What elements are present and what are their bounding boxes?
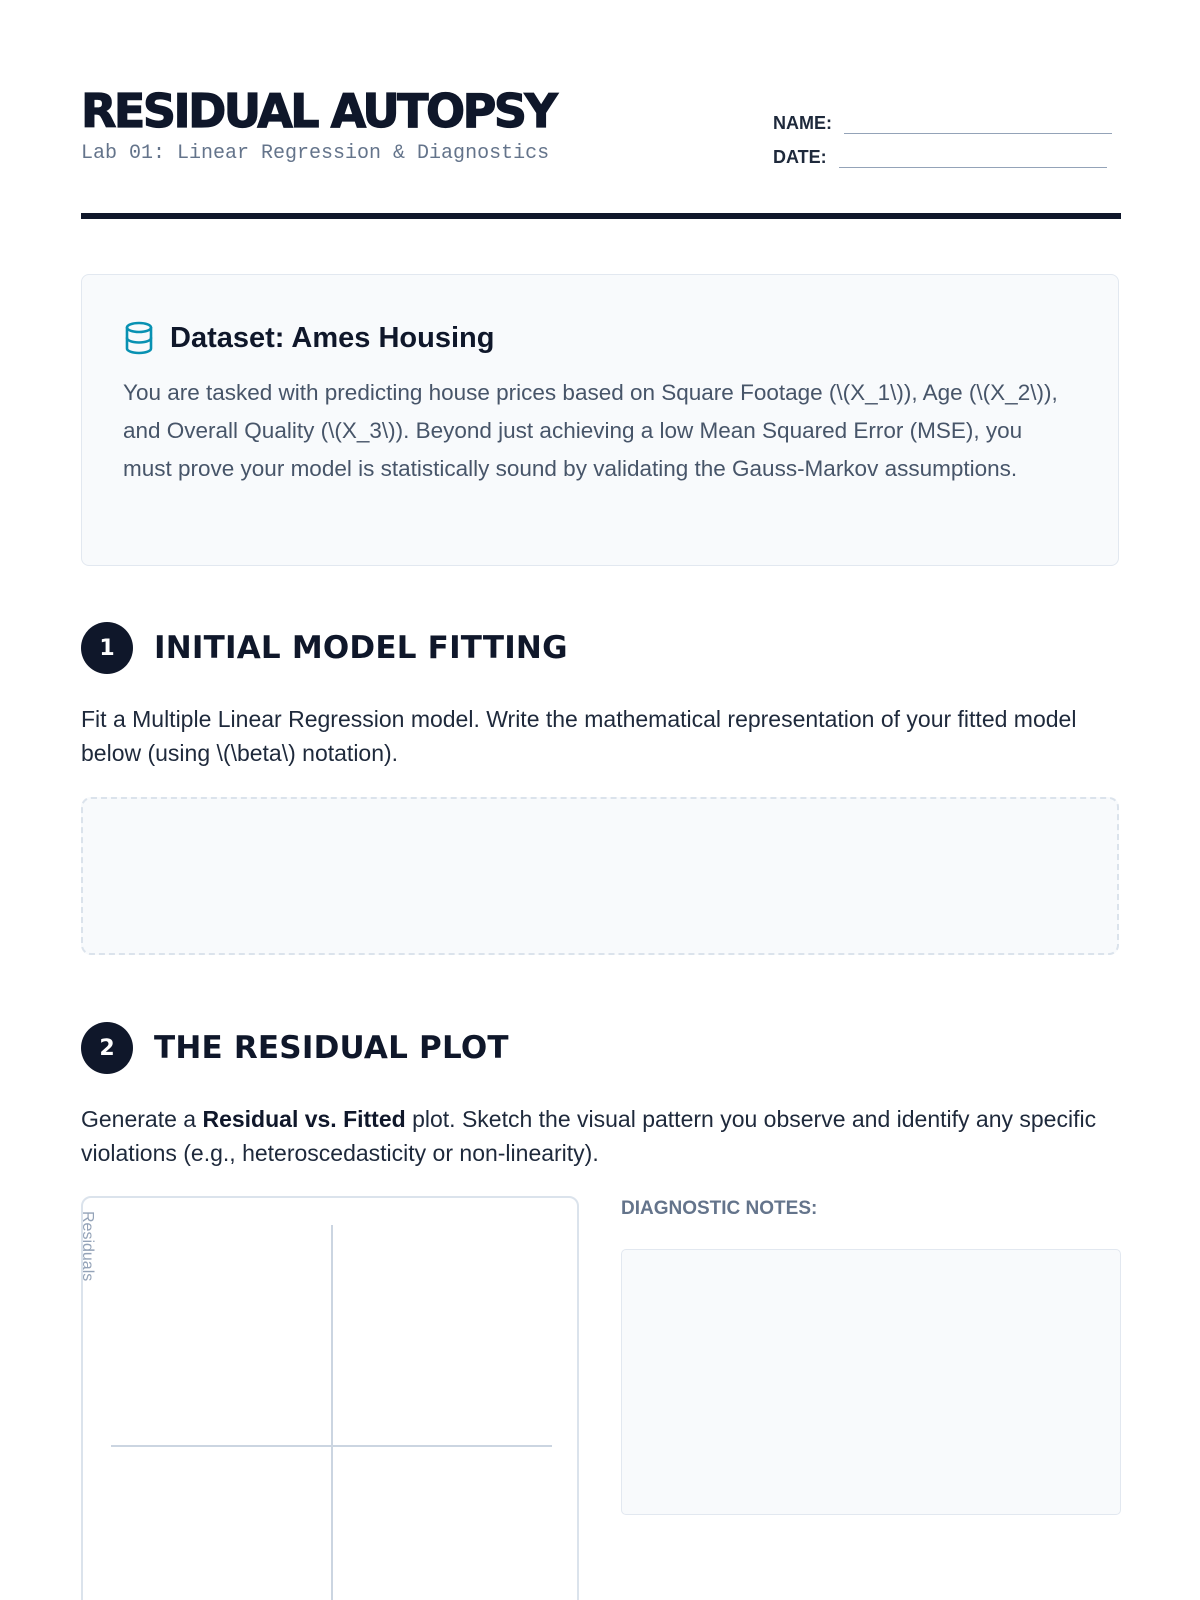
plot-vertical-axis <box>331 1225 333 1600</box>
section-2-heading <box>81 1022 509 1074</box>
date-input-line[interactable] <box>839 147 1107 168</box>
instructions-text-end: plot. Sketch the visual pattern you observe and identify any specific violations (e.g., heteroscedasticity or non-linearity). <box>81 1106 1097 1166</box>
date-label: DATE: <box>773 147 827 167</box>
section-1-instructions: Fit a Multiple Linear Regression model. Write the mathematical representation of your fitted model below (using \(\beta\) notation). <box>81 706 1077 766</box>
residual-plot-sketch-area[interactable] <box>81 1196 579 1600</box>
worksheet-page <box>81 0 1121 1600</box>
diagnostic-notes-label: DIAGNOSTIC NOTES: <box>621 1198 818 1219</box>
plot-y-axis-label: Residuals <box>79 1211 96 1282</box>
name-field <box>773 112 1112 134</box>
page-subtitle: Lab 01: Linear Regression & Diagnostics <box>81 142 550 165</box>
section-number-badge: 1 <box>81 622 133 674</box>
section-1-heading <box>81 622 568 674</box>
dataset-heading <box>124 321 494 355</box>
page-title: RESIDUAL AUTOPSY <box>81 84 556 138</box>
section-1-title: INITIAL MODEL FITTING <box>154 630 568 666</box>
header-divider <box>81 213 1121 219</box>
model-equation-answer-box[interactable] <box>81 797 1119 955</box>
worksheet-header <box>81 82 1121 222</box>
name-label: NAME: <box>773 113 832 133</box>
section-2-title: THE RESIDUAL PLOT <box>154 1030 509 1066</box>
database-icon <box>124 321 154 355</box>
diagnostic-notes-box[interactable] <box>621 1249 1121 1515</box>
dataset-panel <box>81 274 1119 566</box>
name-input-line[interactable] <box>844 113 1112 134</box>
dataset-description: You are tasked with predicting house prices based on Square Footage (\(X_1\)), Age (\(X_2\)), and Overall Quality (\(X_3\)). Beyond just achieving a low Mean Squared Error (MSE), you must prove your model is statistically sound by validating the Gauss-Markov assumptions. <box>123 380 1058 481</box>
section-number-badge: 2 <box>81 1022 133 1074</box>
dataset-title: Dataset: Ames Housing <box>170 322 495 354</box>
plot-horizontal-axis <box>111 1445 552 1447</box>
section-2-instructions <box>81 1102 1121 1170</box>
instructions-text-start: Generate a <box>81 1106 203 1132</box>
date-field <box>773 146 1107 168</box>
instructions-plot-name: Residual vs. Fitted <box>202 1106 406 1132</box>
